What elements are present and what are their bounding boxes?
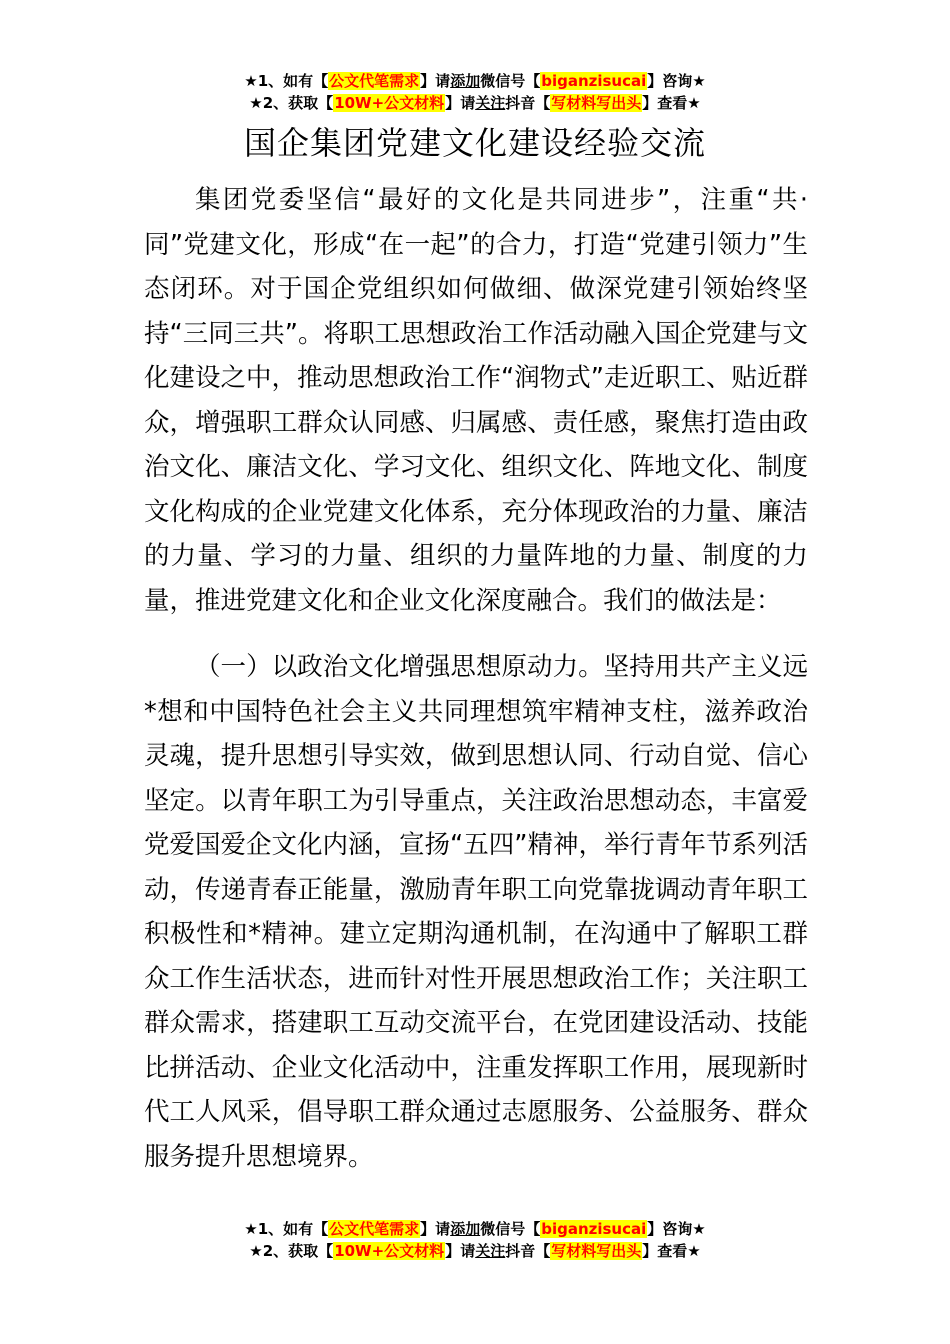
promo-underline: 添加 (450, 1220, 481, 1238)
promo-header (0, 70, 950, 114)
document-title: 国企集团党建文化建设经验交流 (243, 124, 706, 162)
promo-text: 】请 (445, 94, 476, 112)
promo-footer (0, 1218, 950, 1262)
promo-text: 】查看★ (642, 1242, 701, 1260)
promo-line-2 (0, 92, 950, 114)
promo-highlight: biganzisucai (541, 72, 647, 90)
promo-text: 】请 (445, 1242, 476, 1260)
promo-text: 】请 (420, 72, 451, 90)
promo-text: 】咨询★ (647, 1220, 706, 1238)
promo-highlight: 公文代笔需求 (329, 1220, 420, 1238)
promo-underline: 关注 (475, 94, 506, 112)
promo-text: ★2、获取【 (249, 94, 334, 112)
promo-highlight: 10W+公文材料 (334, 94, 445, 112)
promo-line-1 (0, 70, 950, 92)
promo-line-1 (0, 1218, 950, 1240)
promo-text: 抖音【 (505, 1242, 551, 1260)
promo-highlight: biganzisucai (541, 1220, 647, 1238)
promo-underline: 添加 (450, 72, 481, 90)
promo-highlight: 写材料写出头 (551, 1242, 642, 1260)
promo-underline: 关注 (475, 1242, 506, 1260)
paragraph-section-1: （一）以政治文化增强思想原动力。坚持用共产主义远*想和中国特色社会主义共同理想筑牢精神支柱，滋养政治灵魂，提升思想引导实效，做到思想认同、行动自觉、信心坚定。以青年职工为引导重点，关注政治思想动态，丰富爱党爱国爱企文化内涵，宣扬“五四”精神，举行青年节系列活动，传递青春正能量，激励青年职工向党靠拢调动青年职工积极性和*精神。建立定期沟通机制，在沟通中了解职工群众工作生活状态，进而针对性开展思想政治工作；关注职工群众需求，搭建职工互动交流平台，在党团建设活动、技能比拼活动、企业文化活动中，注重发挥职工作用，展现新时代工人风采，倡导职工群众通过志愿服务、公益服务、群众服务提升思想境界。 (144, 652, 808, 1172)
promo-highlight: 10W+公文材料 (334, 1242, 445, 1260)
promo-text: ★1、如有【 (244, 1220, 329, 1238)
promo-text: 微信号【 (480, 1220, 541, 1238)
promo-text: 抖音【 (505, 94, 551, 112)
promo-text: ★1、如有【 (244, 72, 329, 90)
promo-text: 微信号【 (480, 72, 541, 90)
promo-line-2 (0, 1240, 950, 1262)
promo-text: 】咨询★ (647, 72, 706, 90)
document-body (144, 178, 808, 1179)
promo-highlight: 公文代笔需求 (329, 72, 420, 90)
promo-text: 】查看★ (642, 94, 701, 112)
promo-text: ★2、获取【 (249, 1242, 334, 1260)
paragraph-intro: 集团党委坚信“最好的文化是共同进步”，注重“共·同”党建文化，形成“在一起”的合力，打造“党建引领力”生态闭环。对于国企党组织如何做细、做深党建引领始终坚持“三同三共”。将职工思想政治工作活动融入国企党建与文化建设之中，推动思想政治工作“润物式”走近职工、贴近群众，增强职工群众认同感、归属感、责任感，聚焦打造由政治文化、廉洁文化、学习文化、组织文化、阵地文化、制度文化构成的企业党建文化体系，充分体现政治的力量、廉洁的力量、学习的力量、组织的力量阵地的力量、制度的力量，推进党建文化和企业文化深度融合。我们的做法是： (144, 185, 808, 616)
promo-text: 】请 (420, 1220, 451, 1238)
promo-highlight: 写材料写出头 (551, 94, 642, 112)
